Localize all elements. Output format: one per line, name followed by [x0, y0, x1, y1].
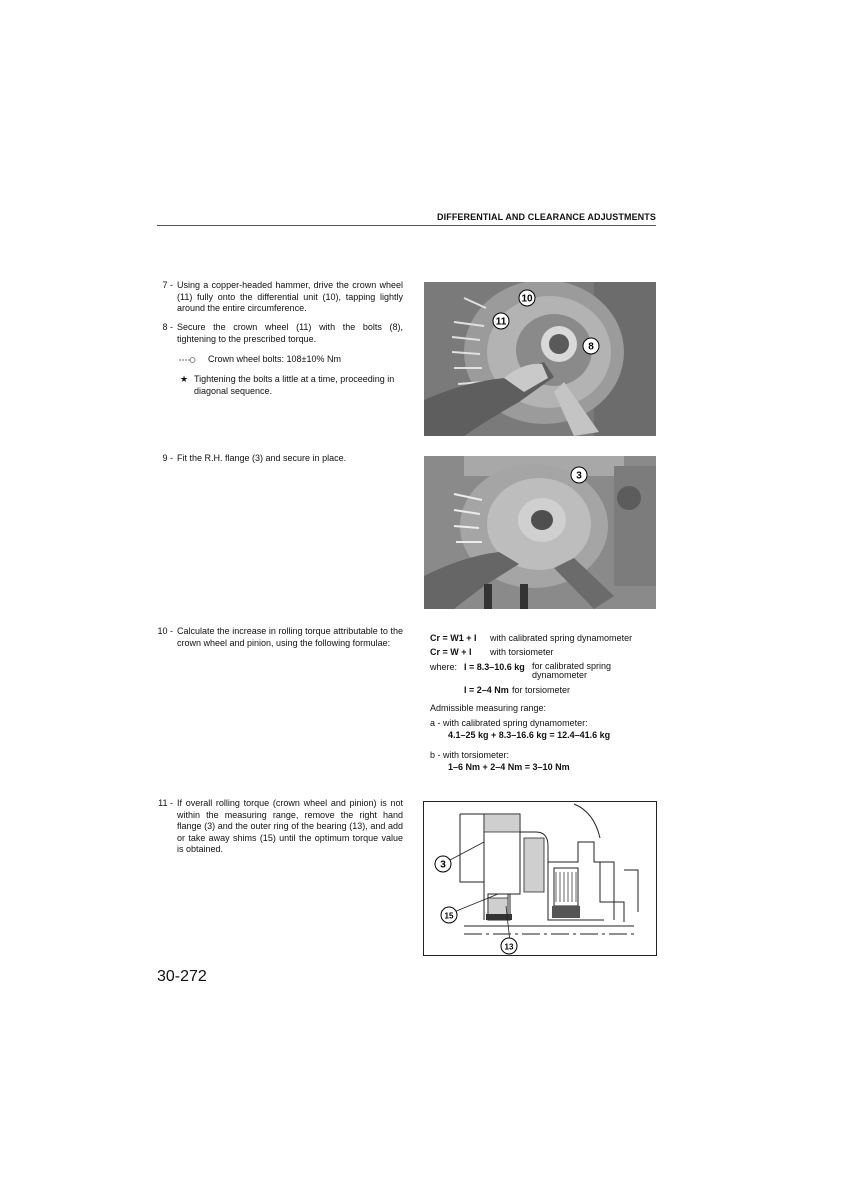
- svg-text:3: 3: [440, 859, 446, 871]
- step-number: 10 -: [157, 626, 173, 636]
- range-a-label: a - with calibrated spring dynamometer:: [430, 718, 588, 728]
- step-text: Calculate the increase in rolling torque attributable to the crown wheel and pinion, using the following formulae:: [177, 626, 403, 648]
- section-title: DIFFERENTIAL AND CLEARANCE ADJUSTMENTS: [437, 212, 656, 222]
- step-number: 11 -: [158, 798, 173, 808]
- header-divider: [157, 225, 656, 226]
- step-7: [151, 280, 403, 316]
- note-text: Tightening the bolts a little at a time, proceeding in diagonal sequence.: [194, 374, 395, 396]
- range-label: Admissible measuring range:: [430, 703, 547, 713]
- i-dynamometer: I = 8.3–10.6 kg: [464, 662, 525, 672]
- range-a-value: 4.1–25 kg + 8.3–16.6 kg = 12.4–41.6 kg: [448, 730, 611, 740]
- svg-text:13: 13: [504, 942, 514, 952]
- photo-rh-flange: [424, 456, 656, 609]
- page-number: 30-272: [157, 968, 207, 985]
- star-icon: ★: [180, 374, 189, 384]
- range-b-label: b - with torsiometer:: [430, 750, 510, 760]
- torque-value: Crown wheel bolts: 108±10% Nm: [208, 354, 342, 364]
- callout-3: [570, 466, 588, 484]
- step-number: 8 -: [162, 322, 173, 332]
- formula-block: [430, 632, 660, 775]
- step-9: [151, 453, 403, 465]
- callout-3: [434, 855, 452, 873]
- svg-text:11: 11: [495, 316, 507, 328]
- svg-text:15: 15: [444, 911, 454, 921]
- step-8: [151, 322, 403, 346]
- formula-torsiometer: Cr = W + I: [430, 647, 472, 657]
- where-label: where:: [430, 662, 458, 672]
- formula-dynamometer: Cr = W1 + I: [430, 633, 477, 643]
- tightening-note: [178, 374, 406, 400]
- wrench-icon: [178, 356, 196, 364]
- callout-15: [440, 906, 458, 924]
- callout-13: [500, 937, 518, 955]
- step-10: [151, 626, 403, 662]
- step-text: Using a copper-headed hammer, drive the crown wheel (11) fully onto the differential unit (10), tapping lightly around the entire circumference.: [177, 280, 403, 313]
- step-number: 9 -: [162, 453, 173, 463]
- step-11: [151, 798, 403, 858]
- callout-11: [492, 312, 510, 330]
- i-torsiometer: I = 2–4 Nm: [464, 685, 509, 695]
- step-text: Secure the crown wheel (11) with the bolts (8), tightening to the prescribed torque.: [177, 322, 403, 344]
- svg-text:8: 8: [588, 341, 594, 353]
- bearing-shim-diagram: [423, 801, 657, 956]
- svg-text:10: 10: [521, 293, 533, 305]
- i-dynamometer-desc: for calibrated spring dynamometer: [532, 661, 612, 680]
- i-torsiometer-desc: for torsiometer: [512, 685, 571, 695]
- step-text: Fit the R.H. flange (3) and secure in place.: [177, 453, 347, 463]
- callout-8: [582, 337, 600, 355]
- range-b-value: 1–6 Nm + 2–4 Nm = 3–10 Nm: [448, 762, 570, 772]
- photo-crown-wheel: [424, 282, 656, 436]
- step-number: 7 -: [162, 280, 173, 290]
- step-text: If overall rolling torque (crown wheel and pinion) is not within the measuring range, remove the right hand flange (3) and the outer ring of the bearing (13), and add or take away shims (15) until the optimum torque value is obtained.: [177, 798, 403, 854]
- callout-10: [518, 289, 536, 307]
- formula-dynamometer-desc: with calibrated spring dynamometer: [490, 633, 633, 643]
- formula-torsiometer-desc: with torsiometer: [490, 647, 554, 657]
- svg-text:3: 3: [576, 470, 582, 482]
